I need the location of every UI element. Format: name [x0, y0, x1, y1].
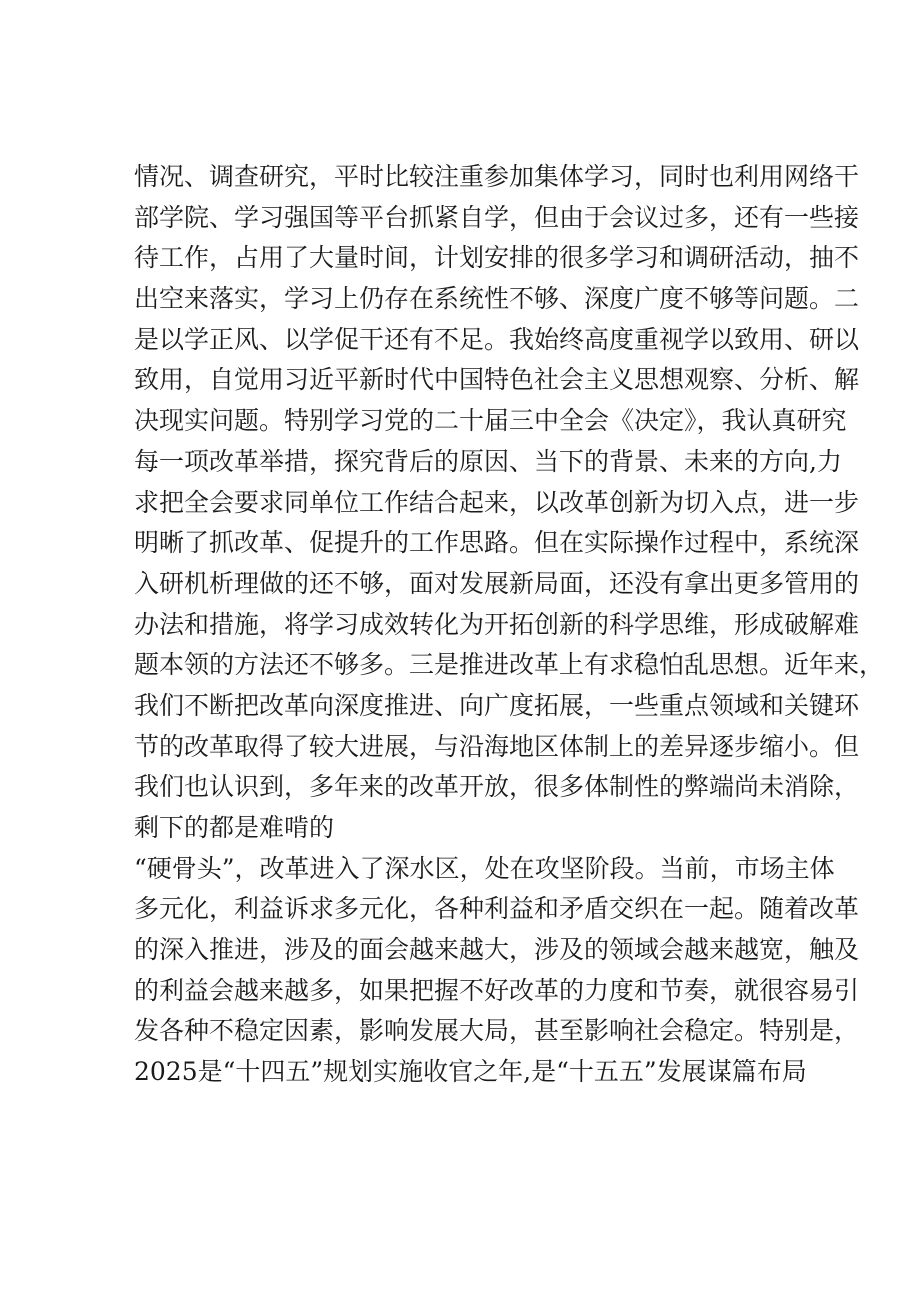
text-line: 待工作，占用了大量时间，计划安排的很多学习和调研活动，抽不: [134, 243, 860, 273]
text-line: 我们也认识到，多年来的改革开放，很多体制性的弊端尚未消除，: [134, 772, 860, 802]
text-line: 情况、调查研究，平时比较注重参加集体学习，同时也利用网络干: [134, 162, 860, 191]
text-line: 明晰了抓改革、促提升的工作思路。但在实际操作过程中，系统深: [134, 528, 860, 558]
text-line: 多元化，利益诉求多元化，各种利益和矛盾交织在一起。随着改革: [134, 894, 860, 924]
text-line: 2025是“十四五”规划实施收官之年,是“十五五”发展谋篇布局: [134, 1057, 807, 1087]
text-line: 每一项改革举措，探究背后的原因、当下的背景、未来的方向,力: [134, 446, 842, 476]
text-line: “硬骨头”，改革进入了深水区，处在攻坚阶段。当前，市场主体: [134, 853, 835, 883]
text-line: 出空来落实，学习上仍存在系统性不够、深度广度不够等问题。二: [134, 284, 860, 314]
text-line: 入研机析理做的还不够，面对发展新局面，还没有拿出更多管用的: [134, 568, 860, 598]
text-line: 求把全会要求同单位工作结合起来，以改革创新为切入点，进一步: [134, 487, 860, 517]
text-line: 是以学正风、以学促干还有不足。我始终高度重视学以致用、研以: [134, 324, 860, 354]
text-line: 决现实问题。特别学习党的二十届三中全会《决定》，我认真研究: [134, 406, 847, 436]
text-line: 剩下的都是难啃的: [134, 813, 335, 842]
text-line: 题本领的方法还不够多。三是推进改革上有求稳怕乱思想。近年来，: [134, 650, 885, 680]
text-line: 办法和措施，将学习成效转化为开拓创新的科学思维，形成破解难: [134, 609, 860, 639]
text-line: 致用，自觉用习近平新时代中国特色社会主义思想观察、分析、解: [134, 365, 860, 395]
body-paragraph: [134, 157, 885, 1093]
text-line: 节的改革取得了较大进展，与沿海地区体制上的差异逐步缩小。但: [134, 731, 860, 761]
text-line: 部学院、学习强国等平台抓紧自学，但由于会议过多，还有一些接: [134, 202, 860, 232]
text-line: 我们不断把改革向深度推进、向广度拓展，一些重点领域和关键环: [134, 690, 860, 720]
text-line: 的利益会越来越多，如果把握不好改革的力度和节奏，就很容易引: [134, 975, 860, 1005]
text-line: 的深入推进，涉及的面会越来越大，涉及的领域会越来越宽，触及: [134, 935, 860, 965]
text-line: 发各种不稳定因素，影响发展大局，甚至影响社会稳定。特别是，: [134, 1016, 860, 1046]
